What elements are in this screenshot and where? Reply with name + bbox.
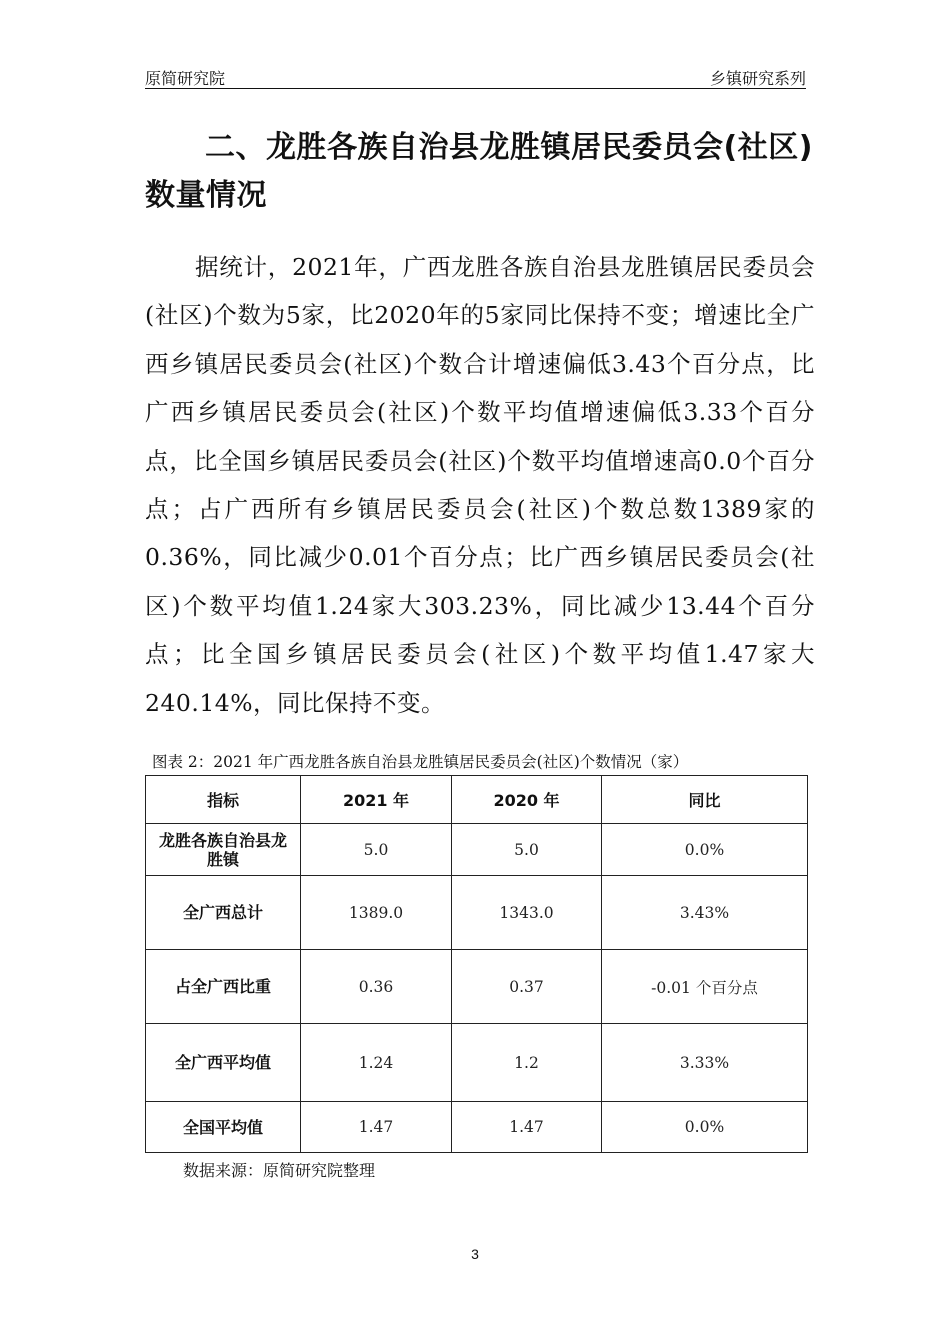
cell-2020: 0.37: [452, 950, 602, 1024]
cell-yoy: 3.33%: [602, 1024, 808, 1102]
page-number: 3: [471, 1246, 479, 1262]
row-label: 龙胜各族自治县龙胜镇: [146, 824, 301, 876]
table-row: [146, 1024, 808, 1102]
row-label: 全国平均值: [146, 1102, 301, 1153]
cell-yoy: -0.01 个百分点: [602, 950, 808, 1024]
table-header-row: [146, 776, 808, 824]
cell-yoy: 3.43%: [602, 876, 808, 950]
cell-2021: 1.47: [301, 1102, 452, 1153]
cell-2020: 5.0: [452, 824, 602, 876]
cell-2021: 0.36: [301, 950, 452, 1024]
row-label: 占全广西比重: [146, 950, 301, 1024]
table-row: [146, 1102, 808, 1153]
cell-2021: 1.24: [301, 1024, 452, 1102]
cell-yoy: 0.0%: [602, 824, 808, 876]
cell-2021: 1389.0: [301, 876, 452, 950]
column-header-2020: 2020 年: [452, 776, 602, 824]
data-source-note: 数据来源：原简研究院整理: [183, 1161, 376, 1180]
header-divider: [145, 88, 806, 89]
section-title: 二、龙胜各族自治县龙胜镇居民委员会(社区)数量情况: [145, 130, 813, 213]
column-header-indicator: 指标: [146, 776, 301, 824]
cell-2020: 1.47: [452, 1102, 602, 1153]
column-header-2021: 2021 年: [301, 776, 452, 824]
table-row: [146, 824, 808, 876]
data-table: [145, 775, 808, 1153]
row-label: 全广西总计: [146, 876, 301, 950]
table-row: [146, 950, 808, 1024]
cell-2021: 5.0: [301, 824, 452, 876]
column-header-yoy: 同比: [602, 776, 808, 824]
cell-yoy: 0.0%: [602, 1102, 808, 1153]
table-caption: 图表 2：2021 年广西龙胜各族自治县龙胜镇居民委员会(社区)个数情况（家）: [152, 753, 689, 771]
header-series-name: 乡镇研究系列: [709, 71, 806, 88]
cell-2020: 1343.0: [452, 876, 602, 950]
cell-2020: 1.2: [452, 1024, 602, 1102]
table-row: [146, 876, 808, 950]
row-label: 全广西平均值: [146, 1024, 301, 1102]
body-paragraph: 据统计，2021年，广西龙胜各族自治县龙胜镇居民委员会(社区)个数为5家，比2020年的5家同比保持不变；增速比全广西乡镇居民委员会(社区)个数合计增速偏低3.43个百分点，比广西乡镇居民委员会(社区)个数平均值增速偏低3.33个百分点，比全国乡镇居民委员会(社区)个数平均值增速高0.0个百分点；占广西所有乡镇居民委员会(社区)个数总数1389家的0.36%，同比减少0.01个百分点；比广西乡镇居民委员会(社区)个数平均值1.24家大303.23%，同比减少13.44个百分点；比全国乡镇居民委员会(社区)个数平均值1.47家大240.14%，同比保持不变。: [145, 253, 815, 717]
header-org-name: 原简研究院: [145, 71, 226, 88]
